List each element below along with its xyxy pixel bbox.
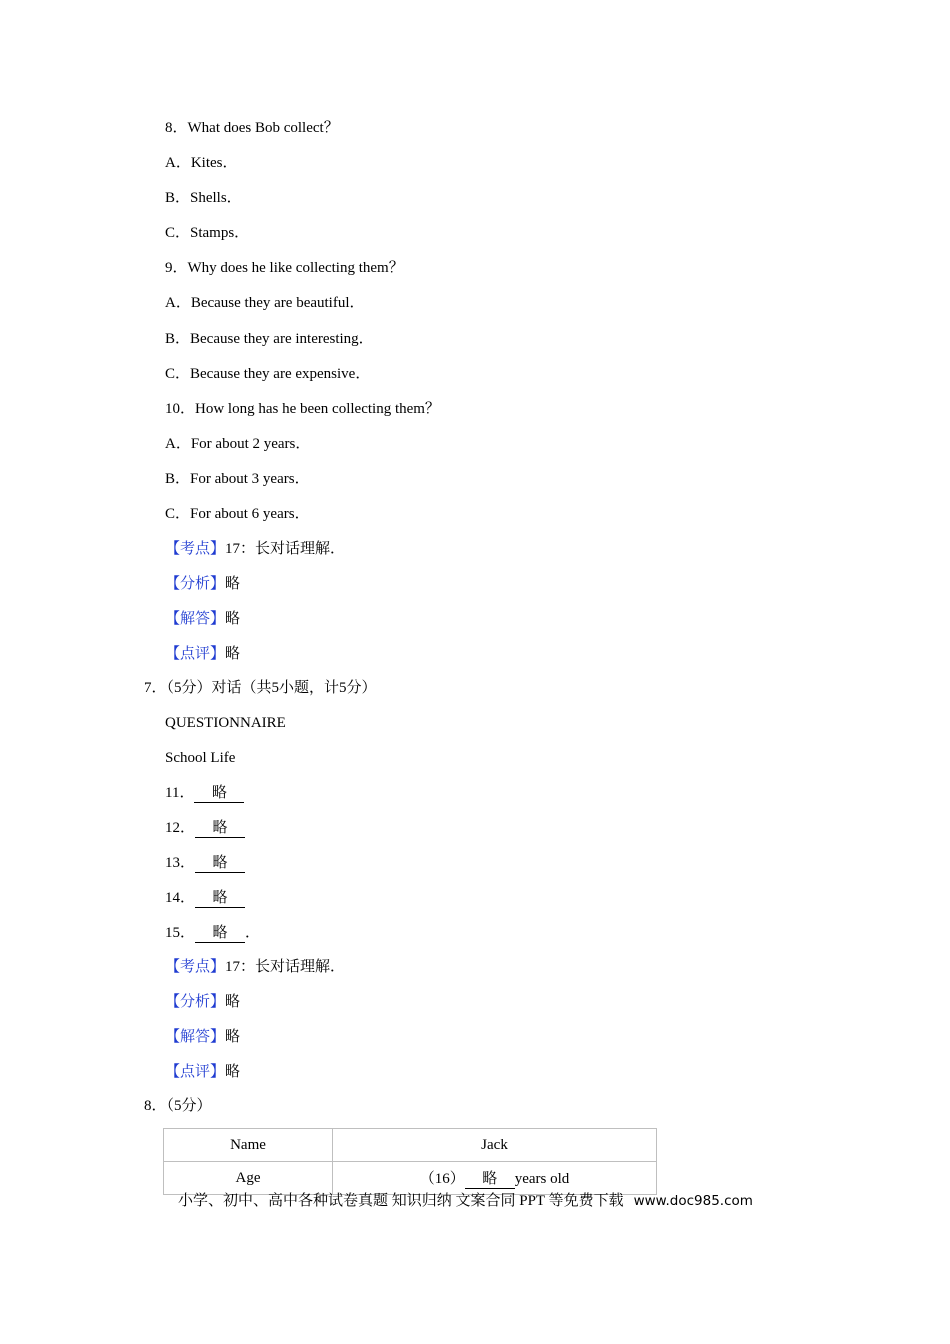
blank-item-14 [165, 888, 245, 908]
table-row [164, 1129, 657, 1162]
dianping-text: 略 [225, 646, 241, 662]
age-suffix: years old [514, 1171, 570, 1187]
option-9b: B．Because they are interesting． [165, 331, 374, 347]
dianping-tag: 【点评】 [165, 646, 226, 662]
kaodian-text: 17：长对话理解． [225, 959, 346, 975]
blank-item-13 [165, 853, 245, 873]
questionnaire-title: QUESTIONNAIRE [165, 715, 286, 731]
option-10c: C．For about 6 years． [165, 506, 310, 522]
option-10b: B．For about 3 years． [165, 471, 310, 487]
info-table [163, 1128, 657, 1195]
item-number: 13． [165, 855, 196, 871]
answer-blank: 略 [195, 855, 245, 873]
item-number: 12． [165, 820, 196, 836]
jieda-text: 略 [225, 611, 241, 627]
item-suffix: ． [245, 925, 261, 941]
question-10: 10．How long has he been collecting them？ [165, 401, 440, 417]
question-7-header: 7．（5分）对话（共5小题，计5分） [144, 680, 377, 696]
kaodian-6 [165, 539, 345, 559]
blank-item-12 [165, 818, 245, 838]
question-8: 8．What does Bob collect？ [165, 120, 339, 136]
dianping-text: 略 [225, 1064, 241, 1080]
option-10a: A．For about 2 years． [165, 436, 311, 452]
dianping-tag: 【点评】 [165, 1064, 226, 1080]
table-row [164, 1162, 657, 1195]
option-8c: C．Stamps． [165, 225, 250, 241]
jieda-tag: 【解答】 [165, 611, 226, 627]
answer-blank: 略 [195, 820, 245, 838]
answer-blank: 略 [465, 1171, 515, 1189]
answer-blank: 略 [194, 785, 244, 803]
jieda-7 [165, 1027, 240, 1047]
blank-item-15 [165, 923, 260, 943]
option-8b: B．Shells． [165, 190, 242, 206]
item-number: （16） [419, 1171, 465, 1187]
option-9a: A．Because they are beautiful． [165, 295, 365, 311]
fenxi-text: 略 [225, 576, 241, 592]
name-label-cell: Name [164, 1129, 333, 1162]
kaodian-tag: 【考点】 [165, 541, 226, 557]
question-8-header: 8．（5分） [144, 1098, 212, 1114]
jieda-text: 略 [225, 1029, 241, 1045]
fenxi-6 [165, 574, 240, 594]
option-8a: A．Kites． [165, 155, 238, 171]
fenxi-text: 略 [225, 994, 241, 1010]
jieda-tag: 【解答】 [165, 1029, 226, 1045]
blank-item-11 [165, 783, 244, 803]
fenxi-7 [165, 992, 240, 1012]
footer-url: www.doc985.com [633, 1193, 753, 1209]
question-9: 9．Why does he like collecting them？ [165, 260, 404, 276]
age-value-cell [333, 1162, 657, 1195]
answer-blank: 略 [195, 890, 245, 908]
item-number: 14． [165, 890, 196, 906]
questionnaire-subtitle: School Life [165, 750, 236, 766]
item-number: 15． [165, 925, 196, 941]
kaodian-7 [165, 957, 345, 977]
option-9c: C．Because they are expensive． [165, 366, 371, 382]
answer-blank: 略 [195, 925, 245, 943]
page-footer [178, 1191, 753, 1211]
fenxi-tag: 【分析】 [165, 994, 226, 1010]
kaodian-text: 17：长对话理解． [225, 541, 346, 557]
fenxi-tag: 【分析】 [165, 576, 226, 592]
kaodian-tag: 【考点】 [165, 959, 226, 975]
name-value-cell: Jack [333, 1129, 657, 1162]
jieda-6 [165, 609, 240, 629]
dianping-7 [165, 1062, 240, 1082]
dianping-6 [165, 644, 240, 664]
item-number: 11． [165, 785, 195, 801]
age-label-cell: Age [164, 1162, 333, 1195]
footer-text: 小学、初中、高中各种试卷真题 知识归纳 文案合同 PPT 等免费下载 [178, 1193, 624, 1209]
